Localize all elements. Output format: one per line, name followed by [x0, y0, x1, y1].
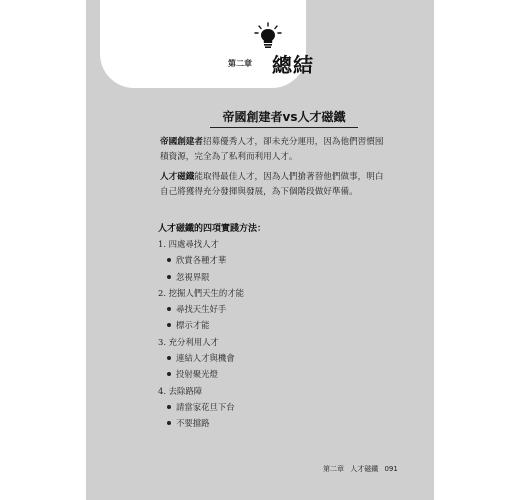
practice-item — [158, 350, 358, 366]
practice-item-text: 尋找天生好手 — [176, 304, 227, 315]
bullet-icon — [167, 356, 171, 360]
paragraph-text: 能取得最佳人才，因為人們搶著替他們做事，明白自己將獲得充分發揮與發展，為下個階段做好準備。 — [160, 172, 384, 197]
practices-heading: 人才磁鐵的四項實踐方法： — [158, 224, 267, 234]
practice-title: 2. 挖掘人們天生的才能 — [158, 287, 245, 298]
paragraph-talent-magnet — [160, 170, 392, 200]
footer-title: 人才磁鐵 — [350, 465, 379, 473]
practice-item-text: 投射聚光燈 — [176, 369, 218, 380]
practice-item — [158, 415, 358, 431]
bullet-icon — [167, 421, 171, 425]
footer-chapter: 第二章 — [323, 465, 344, 473]
practice-item — [158, 366, 358, 382]
practice-item — [158, 252, 358, 268]
practice-title: 1. 四處尋找人才 — [158, 239, 219, 249]
paragraph-term: 人才磁鐵 — [160, 172, 195, 182]
lightbulb-icon — [253, 22, 283, 50]
practice-item-text: 欣賞各種才華 — [176, 255, 227, 266]
practice-item-text: 標示才能 — [176, 320, 210, 331]
chapter-label: 第二章 — [228, 59, 252, 68]
bullet-icon — [167, 307, 171, 311]
practices-list — [158, 236, 358, 432]
practice-title: 3. 充分利用人才 — [158, 336, 219, 347]
practice-item-text: 忽視界限 — [176, 271, 210, 282]
practice-item — [158, 317, 358, 333]
practice-item-text: 請當家花旦下台 — [176, 401, 235, 412]
practice-item — [158, 301, 358, 317]
page-number: 091 — [384, 465, 398, 473]
chapter-title: 總結 — [272, 53, 314, 77]
practice-item — [158, 269, 358, 285]
bullet-icon — [167, 258, 171, 262]
bullet-icon — [167, 405, 171, 409]
bullet-icon — [167, 323, 171, 327]
page-footer — [323, 464, 402, 474]
bullet-icon — [167, 372, 171, 376]
practice-item-text: 連結人才與機會 — [176, 353, 235, 364]
practice-item — [158, 399, 358, 415]
paragraph-text: 招募優秀人才，卻未充分運用，因為他們習慣囤積資源，完全為了私利而利用人才。 — [160, 137, 384, 162]
practice-title: 4. 去除路障 — [158, 385, 203, 396]
practice-item-text: 不要擋路 — [176, 418, 210, 429]
paragraph-empire-builder — [160, 135, 392, 165]
bullet-icon — [167, 275, 171, 279]
section-title-underline — [210, 127, 358, 128]
paragraph-term: 帝國創建者 — [160, 137, 203, 147]
section-title: 帝國創建者vs人才磁鐵 — [222, 110, 346, 124]
